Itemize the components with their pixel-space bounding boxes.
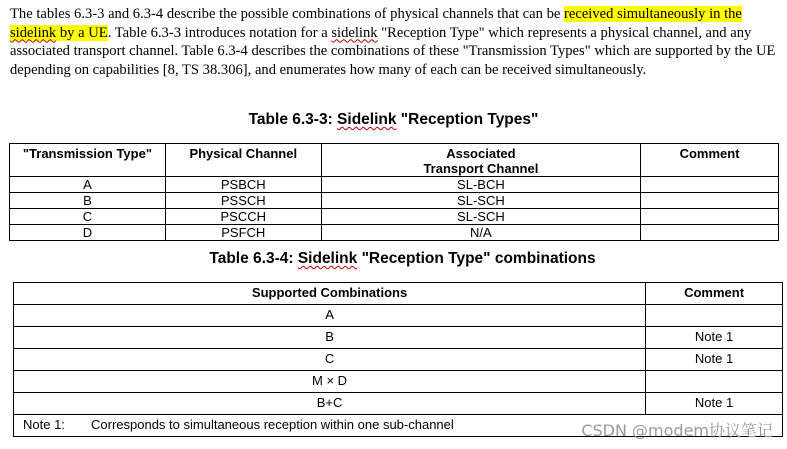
intro-paragraph [10,5,780,79]
cell-physical: PSSCH [165,193,321,209]
table1-caption-prefix: Table 6.3-3: [248,111,338,128]
highlight-sidelink-word: sidelink [10,24,57,41]
highlight-part-2: by a UE [56,24,108,41]
cell-transport: N/A [321,225,640,241]
note-text: Corresponds to simultaneous reception within one sub-channel [91,417,454,432]
cell-combination: B+C [14,393,646,415]
cell-type: D [10,225,166,241]
table1-caption-sidelink: Sidelink [337,111,397,128]
cell-combination: A [14,305,646,327]
cell-type: B [10,193,166,209]
csdn-watermark: CSDN @modem协议笔记 [581,421,773,440]
reception-types-table [9,143,779,241]
table-row [10,193,779,209]
cell-comment: Note 1 [646,349,783,371]
cell-comment: Note 1 [646,393,783,415]
table2-caption [9,250,787,268]
cell-comment: Note 1 [646,327,783,349]
cell-type: A [10,177,166,193]
highlight-part-1: received simultaneously in the [564,6,742,22]
table2-caption-suffix: "Reception Type" combinations [357,250,596,267]
cell-comment [641,225,779,241]
cell-combination: M × D [14,371,646,393]
cell-comment [641,193,779,209]
reception-combinations-table [13,282,783,437]
header-transmission-type: "Transmission Type" [10,144,166,177]
cell-comment [641,177,779,193]
cell-type: C [10,209,166,225]
table-row [14,305,783,327]
table2-caption-prefix: Table 6.3-4: [209,250,298,267]
table1-caption [0,111,787,129]
header-supported-combinations: Supported Combinations [14,283,646,305]
intro-text-3: "Reception Type" which represents a physical channel, and any associated transport channel. Table 6.3-4 describes the combinations of these "Transmission Types" which are supported by the UE depending on capabilities [8, TS 38.306], and enumerates how many of each can be received simultaneously. [10,24,776,78]
table2-header-row [14,283,783,305]
note-label: Note 1: [23,417,65,432]
cell-comment [646,371,783,393]
header-transport-line1: Associated [446,146,516,161]
intro-text-1: The tables 6.3-3 and 6.3-4 describe the possible combinations of physical channels that can be [10,6,564,22]
cell-transport: SL-SCH [321,209,640,225]
header-transport-channel [321,144,640,177]
table-row [10,225,779,241]
cell-combination: C [14,349,646,371]
cell-physical: PSCCH [165,209,321,225]
table2-caption-sidelink: Sidelink [297,250,358,267]
cell-comment [646,305,783,327]
table-row [10,209,779,225]
table-row [14,371,783,393]
cell-transport: SL-BCH [321,177,640,193]
header-comment: Comment [646,283,783,305]
header-physical-channel: Physical Channel [165,144,321,177]
cell-combination: B [14,327,646,349]
table-row [14,327,783,349]
cell-physical: PSFCH [165,225,321,241]
sidelink-word: sidelink [331,24,378,41]
table1-header-row [10,144,779,177]
cell-comment [641,209,779,225]
header-transport-line2: Transport Channel [423,161,539,176]
table-row [10,177,779,193]
table-row [14,393,783,415]
table1-caption-suffix: "Reception Types" [396,111,539,128]
table-row [14,349,783,371]
intro-text-2: . Table 6.3-3 introduces notation for a [107,24,332,41]
header-comment: Comment [641,144,779,177]
cell-transport: SL-SCH [321,193,640,209]
cell-physical: PSBCH [165,177,321,193]
